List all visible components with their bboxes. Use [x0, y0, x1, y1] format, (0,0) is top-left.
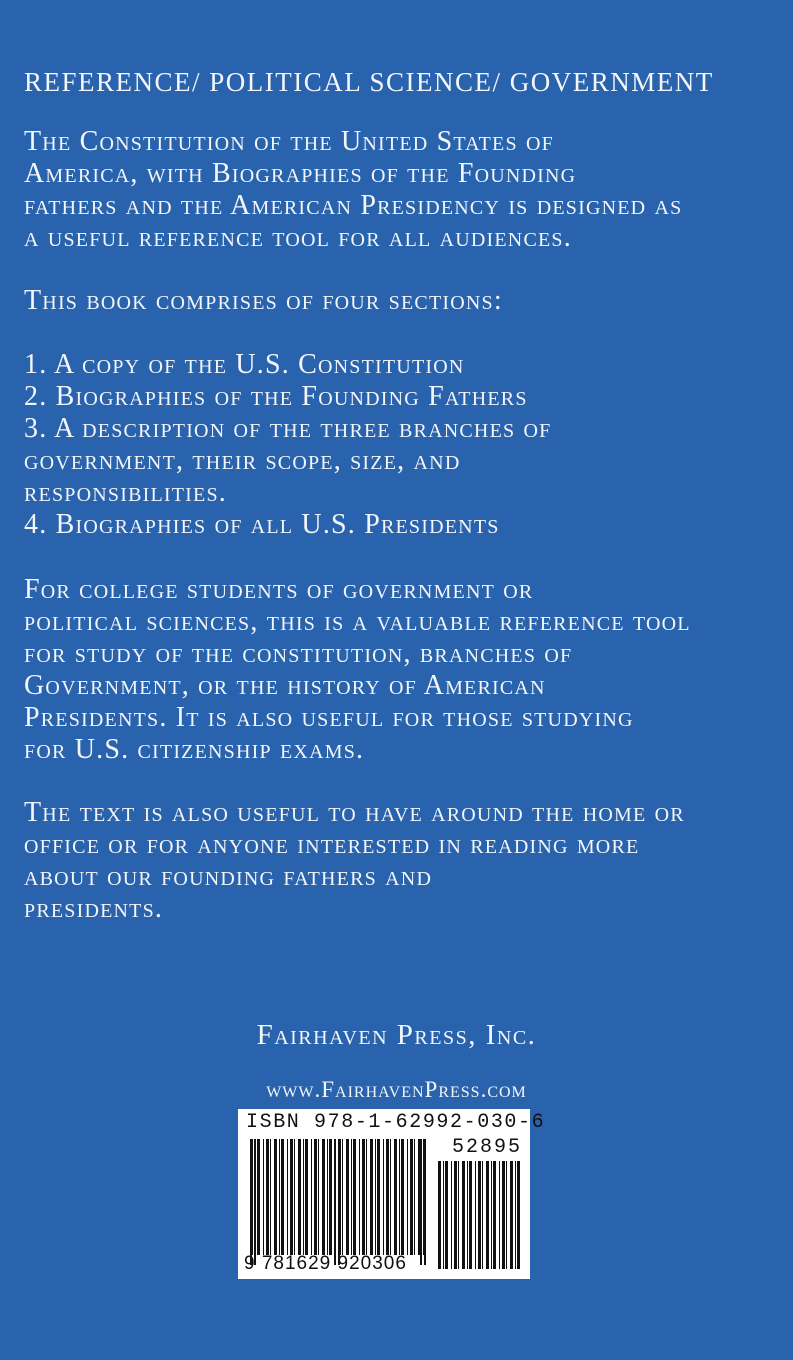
barcode-bar: [377, 1139, 380, 1255]
barcode-guard-bar: [254, 1139, 256, 1265]
college-paragraph: [24, 574, 691, 766]
home-paragraph: [24, 797, 685, 925]
barcode-bar: [370, 1139, 373, 1255]
barcode-bar: [279, 1139, 280, 1255]
barcode-bar: [351, 1139, 352, 1255]
barcode-bar: [342, 1139, 343, 1255]
publisher-name: Fairhaven Press, Inc.: [256, 1019, 537, 1051]
barcode-bar: [394, 1139, 397, 1255]
list-item: 1. A copy of the U.S. Constitution: [24, 349, 465, 380]
barcode-bar: [506, 1161, 507, 1269]
list-item: government, their scope, size, and: [24, 445, 461, 476]
barcode-bar: [290, 1139, 293, 1255]
barcode-bar: [493, 1161, 496, 1269]
barcode-bar: [263, 1139, 264, 1255]
home-line: presidents.: [24, 893, 164, 924]
barcode-bar: [451, 1161, 452, 1269]
list-item: 3. A description of the three branches of: [24, 413, 552, 444]
isbn-barcode: [238, 1109, 546, 1279]
barcode-bar: [383, 1139, 384, 1255]
barcode-bar: [346, 1139, 349, 1255]
barcode-bar: [423, 1139, 424, 1255]
barcode-guard-bar: [338, 1139, 340, 1265]
college-line: political sciences, this is a valuable reference tool: [24, 606, 691, 637]
barcode-bar: [287, 1139, 288, 1255]
barcode-bar: [399, 1139, 400, 1255]
barcode-bar: [454, 1161, 457, 1269]
barcode-bar: [375, 1139, 376, 1255]
barcode-guard-bar: [334, 1139, 336, 1265]
barcode-bar: [303, 1139, 304, 1255]
list-item: 2. Biographies of the Founding Fathers: [24, 381, 528, 412]
barcode-bar: [314, 1139, 317, 1255]
sections-intro-line: This book comprises of four sections:: [24, 285, 503, 316]
barcode-bar: [401, 1139, 404, 1255]
barcode-bar: [478, 1161, 481, 1269]
barcode-bar: [266, 1139, 269, 1255]
barcode-guard-bar: [420, 1139, 422, 1265]
barcode-digits: 9 781629 920306: [244, 1253, 407, 1274]
college-line: for study of the constitution, branches of: [24, 638, 573, 669]
barcode-bar: [322, 1139, 325, 1255]
barcode-bar: [445, 1161, 448, 1269]
barcode-bar: [458, 1161, 459, 1269]
barcode-bar: [305, 1139, 308, 1255]
barcode-bar: [390, 1139, 391, 1255]
home-line: office or for anyone interested in reading more: [24, 829, 640, 860]
intro-line: America, with Biographies of the Founding: [24, 158, 577, 189]
barcode-bar: [281, 1139, 284, 1255]
category-heading: REFERENCE/ POLITICAL SCIENCE/ GOVERNMENT: [24, 67, 714, 97]
barcode-bar: [467, 1161, 468, 1269]
barcode-bar: [257, 1139, 260, 1255]
barcode-bar: [517, 1161, 520, 1269]
home-line: The text is also useful to have around the home or: [24, 797, 685, 828]
barcode-bar: [329, 1139, 332, 1255]
barcode-bar: [311, 1139, 312, 1255]
barcode-bar: [510, 1161, 513, 1269]
barcode-bar: [482, 1161, 483, 1269]
barcode-bar: [298, 1139, 301, 1255]
barcode-guard-bar: [424, 1139, 426, 1265]
barcode-bar: [491, 1161, 492, 1269]
college-line: For college students of government or: [24, 574, 534, 605]
publisher-website: www.FairhavenPress.com: [266, 1077, 527, 1102]
barcode-bar: [353, 1139, 356, 1255]
barcode-bar: [407, 1139, 408, 1255]
barcode-bar: [386, 1139, 389, 1255]
isbn-label: ISBN 978-1-62992-030-6: [246, 1111, 546, 1134]
barcode-guard-bar: [250, 1139, 252, 1265]
college-line: Presidents. It is also useful for those studying: [24, 702, 634, 733]
barcode-bar: [438, 1161, 441, 1269]
barcode-bar: [486, 1161, 489, 1269]
list-item: 4. Biographies of all U.S. Presidents: [24, 509, 500, 540]
college-line: for U.S. citizenship exams.: [24, 734, 365, 765]
intro-line: The Constitution of the United States of: [24, 126, 554, 157]
college-line: Government, or the history of American: [24, 670, 546, 701]
list-item: responsibilities.: [24, 477, 227, 508]
barcode-bar: [469, 1161, 472, 1269]
intro-line: a useful reference tool for all audiences.: [24, 222, 572, 253]
barcode-bar: [318, 1139, 319, 1255]
barcode-bar: [414, 1139, 415, 1255]
barcode-bar: [270, 1139, 271, 1255]
home-line: about our founding fathers and: [24, 861, 433, 892]
sections-list: [24, 349, 551, 541]
barcode-bar: [462, 1161, 465, 1269]
barcode-bar: [515, 1161, 516, 1269]
intro-paragraph: [24, 126, 682, 254]
sections-intro: [24, 285, 503, 317]
barcode-bar: [502, 1161, 505, 1269]
price-code: 52895: [451, 1136, 522, 1159]
barcode-bar: [443, 1161, 444, 1269]
barcode-bar: [274, 1139, 277, 1255]
barcode-bar: [327, 1139, 328, 1255]
barcode-bar: [362, 1139, 365, 1255]
barcode-bar: [475, 1161, 476, 1269]
barcode-bar: [410, 1139, 413, 1255]
barcode-bar: [359, 1139, 360, 1255]
barcode-bar: [294, 1139, 295, 1255]
barcode-bar: [499, 1161, 500, 1269]
intro-line: fathers and the American Presidency is designed as: [24, 190, 683, 221]
barcode-bar: [366, 1139, 367, 1255]
